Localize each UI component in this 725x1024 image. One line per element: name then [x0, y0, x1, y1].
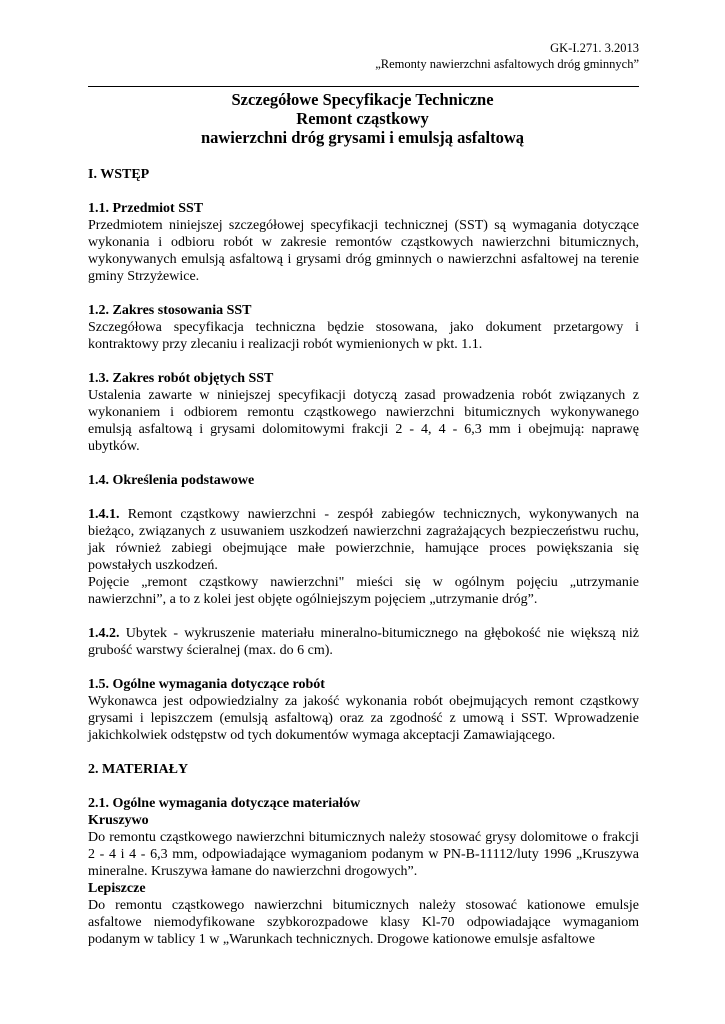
section-heading-materials: 2. MATERIAŁY — [88, 762, 189, 777]
definition-number-1-4-1: 1.4.1. — [88, 507, 120, 522]
document-body — [88, 166, 639, 948]
aggregate-text: Do remontu cząstkowego nawierzchni bitumicznych należy stosować grysy dolomitowe o frakcji 2 - 4 i 4 - 6,3 mm, odpowiadające wymaganiom podanym w PN-B-11112/luty 1996 „Kruszywa mineralne. Kruszywa łamane do nawierzchni drogowych”. — [88, 830, 639, 879]
title-line-2: Remont cząstkowy — [296, 109, 429, 128]
binder-text: Do remontu cząstkowego nawierzchni bitumicznych należy stosować kationowe emulsje asfaltowe niemodyfikowane szybkorozpadowe klasy Kl-70 odpowiadające wymaganiom podanym w tablicy 1 w „Warunkach technicznych. Drogowe kationowe emulsje asfaltowe — [88, 898, 639, 947]
definition-note-1-4-1: Pojęcie „remont cząstkowy nawierzchni" mieści się w ogólnym pojęciu „utrzymanie nawierzchni”, a to z kolei jest objęte ogólniejszym pojęciem „utrzymanie dróg”. — [88, 575, 639, 607]
subheading-binder: Lepiszcze — [88, 881, 146, 896]
subsection-heading-2-1: 2.1. Ogólne wymagania dotyczące materiałów — [88, 796, 361, 811]
document-title — [0, 90, 725, 147]
header-divider — [88, 86, 639, 87]
subsection-heading-1-1: 1.1. Przedmiot SST — [88, 201, 204, 216]
subsection-text-1-5: Wykonawca jest odpowiedzialny za jakość wykonania robót obejmujących remont cząstkowy grysami i lepiszczem (emulsją asfaltową) oraz za zgodność z umową i SST. Wprowadzenie jakichkolwiek odstępstw od tych dokumentów wymaga akceptacji Zamawiającego. — [88, 694, 639, 743]
document-reference: GK-I.271. 3.2013 — [550, 41, 639, 55]
subheading-aggregate: Kruszywo — [88, 813, 149, 828]
subsection-heading-1-2: 1.2. Zakres stosowania SST — [88, 303, 252, 318]
definition-number-1-4-2: 1.4.2. — [88, 626, 120, 641]
title-line-1: Szczegółowe Specyfikacje Techniczne — [231, 90, 494, 109]
subsection-heading-1-5: 1.5. Ogólne wymagania dotyczące robót — [88, 677, 325, 692]
section-heading-intro: I. WSTĘP — [88, 167, 150, 182]
subsection-text-1-1: Przedmiotem niniejszej szczegółowej specyfikacji technicznej (SST) są wymagania dotyczące wykonania i odbioru robót w zakresie remontów cząstkowych nawierzchni bitumicznych, wykonywanych emulsją asfaltową i grysami dróg gminnych o nawierzchni asfaltowej na terenie gminy Strzyżewice. — [88, 218, 639, 284]
subsection-text-1-2: Szczegółowa specyfikacja techniczna będzie stosowana, jako dokument przetargowy i kontraktowy przy zlecaniu i realizacji robót wymienionych w pkt. 1.1. — [88, 320, 639, 352]
definition-text-1-4-1: Remont cząstkowy nawierzchni - zespół zabiegów technicznych, wykonywanych na bieżąco, związanych z usuwaniem uszkodzeń nawierzchni zagrażających bezpieczeństwu ruchu, jak również zabiegi obejmujące małe powierzchnie, hamujące proces powiększania się powstałych uszkodzeń. — [88, 507, 639, 573]
definition-text-1-4-2: Ubytek - wykruszenie materiału mineralno-bitumicznego na głębokość nie większą niż grubość warstwy ścieralnej (max. do 6 cm). — [88, 626, 639, 658]
page-header — [375, 40, 639, 72]
definition-1-4-2 — [88, 625, 639, 659]
project-name: „Remonty nawierzchni asfaltowych dróg gminnych” — [375, 57, 639, 71]
definition-1-4-1 — [88, 506, 639, 574]
subsection-heading-1-4: 1.4. Określenia podstawowe — [88, 473, 255, 488]
title-line-3: nawierzchni dróg grysami i emulsją asfaltową — [200, 128, 525, 147]
subsection-text-1-3: Ustalenia zawarte w niniejszej specyfikacji dotyczą zasad prowadzenia robót związanych z wykonaniem i odbiorem remontu cząstkowego nawierzchni bitumicznych wykonywanego emulsją asfaltową i grysami dolomitowymi frakcji 2 - 4, 4 - 6,3 mm i obejmują: naprawę ubytków. — [88, 388, 639, 454]
subsection-heading-1-3: 1.3. Zakres robót objętych SST — [88, 371, 274, 386]
